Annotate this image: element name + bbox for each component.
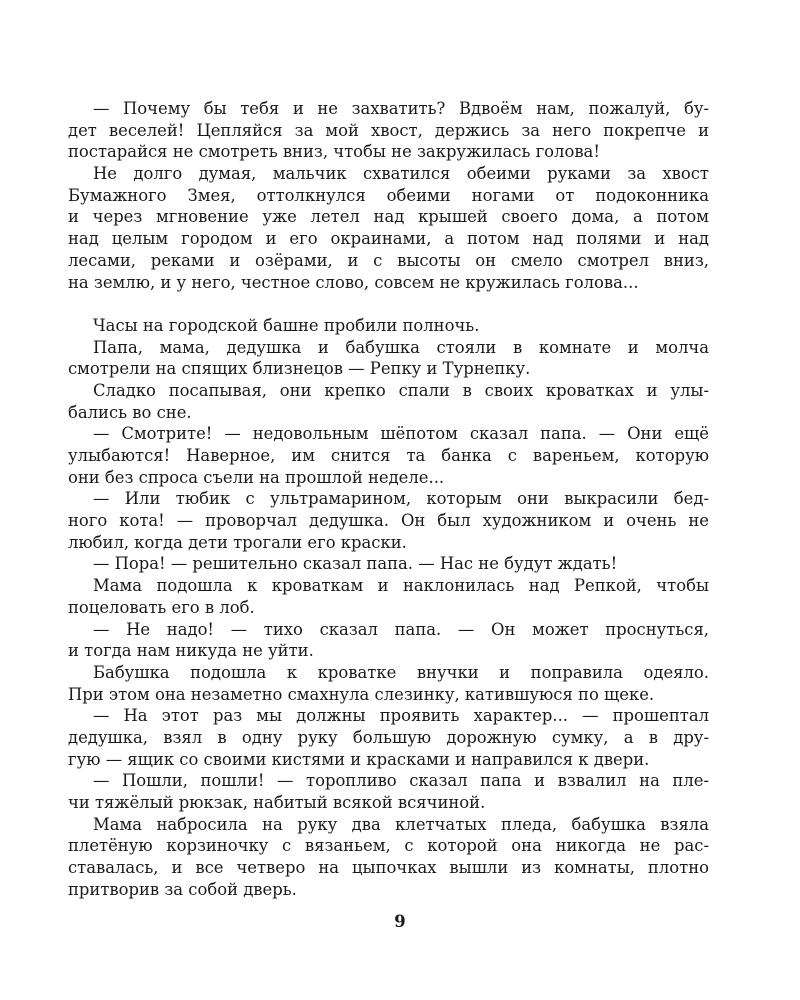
- text-line: постарайся не смотреть вниз, чтобы не закружилась голова!: [68, 142, 600, 162]
- text-block-kite-flight: [68, 98, 709, 293]
- text-line: — Смотрите! — недовольным шёпотом сказал папа. — Они ещё: [93, 424, 709, 444]
- text-line: — Не надо! — тихо сказал папа. — Он может проснуться,: [93, 619, 709, 639]
- text-line: притворив за собой дверь.: [68, 879, 297, 899]
- text-line: ставалась, и все четверо на цыпочках вышли из комнаты, плотно: [68, 858, 709, 878]
- text-line: чи тяжёлый рюкзак, набитый всякой всячиной.: [68, 793, 486, 812]
- text-line: — Пора! — решительно сказал папа. — Нас не будут ждать!: [93, 554, 618, 574]
- text-line: лесами, реками и озёрами, и с высоты он смело смотрел вниз,: [68, 250, 709, 270]
- text-line: Бумажного Змея, оттолкнулся обеими ногами от подоконника: [68, 185, 709, 205]
- section-gap: [68, 293, 709, 315]
- text-line: Часы на городской башне пробили полночь.: [93, 315, 480, 335]
- text-line: Сладко посапывая, они крепко спали в своих кроватках и улы-: [93, 380, 709, 400]
- text-line: на землю, и у него, честное слово, совсем не кружилась голова...: [68, 272, 639, 292]
- text-line: и тогда нам никуда не уйти.: [68, 641, 314, 661]
- text-line: поцеловать его в лоб.: [68, 597, 255, 617]
- text-line: любил, когда дети трогали его краски.: [68, 532, 407, 552]
- text-line: При этом она незаметно смахнула слезинку, катившуюся по щеке.: [68, 684, 655, 704]
- text-line: плетёную корзиночку с вязаньем, с которой она никогда не рас-: [68, 836, 709, 856]
- text-line: над целым городом и его окраинами, а потом над полями и над: [68, 229, 709, 249]
- text-line: бались во сне.: [68, 402, 192, 422]
- text-line: Мама набросила на руку два клетчатых пледа, бабушка взяла: [93, 814, 709, 834]
- text-line: дет веселей! Цепляйся за мой хвост, держись за него покрепче и: [68, 120, 709, 140]
- page-number: 9: [394, 912, 406, 931]
- text-line: смотрели на спящих близнецов — Репку и Турнепку.: [68, 359, 531, 379]
- text-line: гую — ящик со своими кистями и красками и направился к двери.: [68, 749, 650, 769]
- page-body: [68, 98, 709, 900]
- text-line: — Или тюбик с ультрамарином, которым они выкрасили бед-: [93, 489, 709, 509]
- text-line: ного кота! — проворчал дедушка. Он был художником и очень не: [68, 511, 709, 531]
- text-line: — Почему бы тебя и не захватить? Вдвоём нам, пожалуй, бу-: [93, 99, 709, 118]
- text-line: дедушка, взял в одну руку большую дорожную сумку, а в дру-: [68, 727, 709, 747]
- text-line: и через мгновение уже летел над крышей своего дома, а потом: [68, 207, 709, 227]
- text-line: — Пошли, пошли! — торопливо сказал папа и взвалил на пле-: [93, 771, 709, 791]
- text-block-midnight: [68, 315, 709, 901]
- text-line: Папа, мама, дедушка и бабушка стояли в комнате и молча: [93, 337, 709, 357]
- text-line: улыбаются! Наверное, им снится та банка с вареньем, которую: [68, 446, 709, 465]
- text-line: они без спроса съели на прошлой неделе...: [68, 467, 445, 487]
- text-line: Мама подошла к кроваткам и наклонилась над Репкой, чтобы: [93, 576, 709, 596]
- text-line: — На этот раз мы должны проявить характер... — прошептал: [93, 706, 709, 726]
- text-line: Не долго думая, мальчик схватился обеими руками за хвост: [93, 164, 709, 184]
- text-line: Бабушка подошла к кроватке внучки и поправила одеяло.: [93, 662, 709, 682]
